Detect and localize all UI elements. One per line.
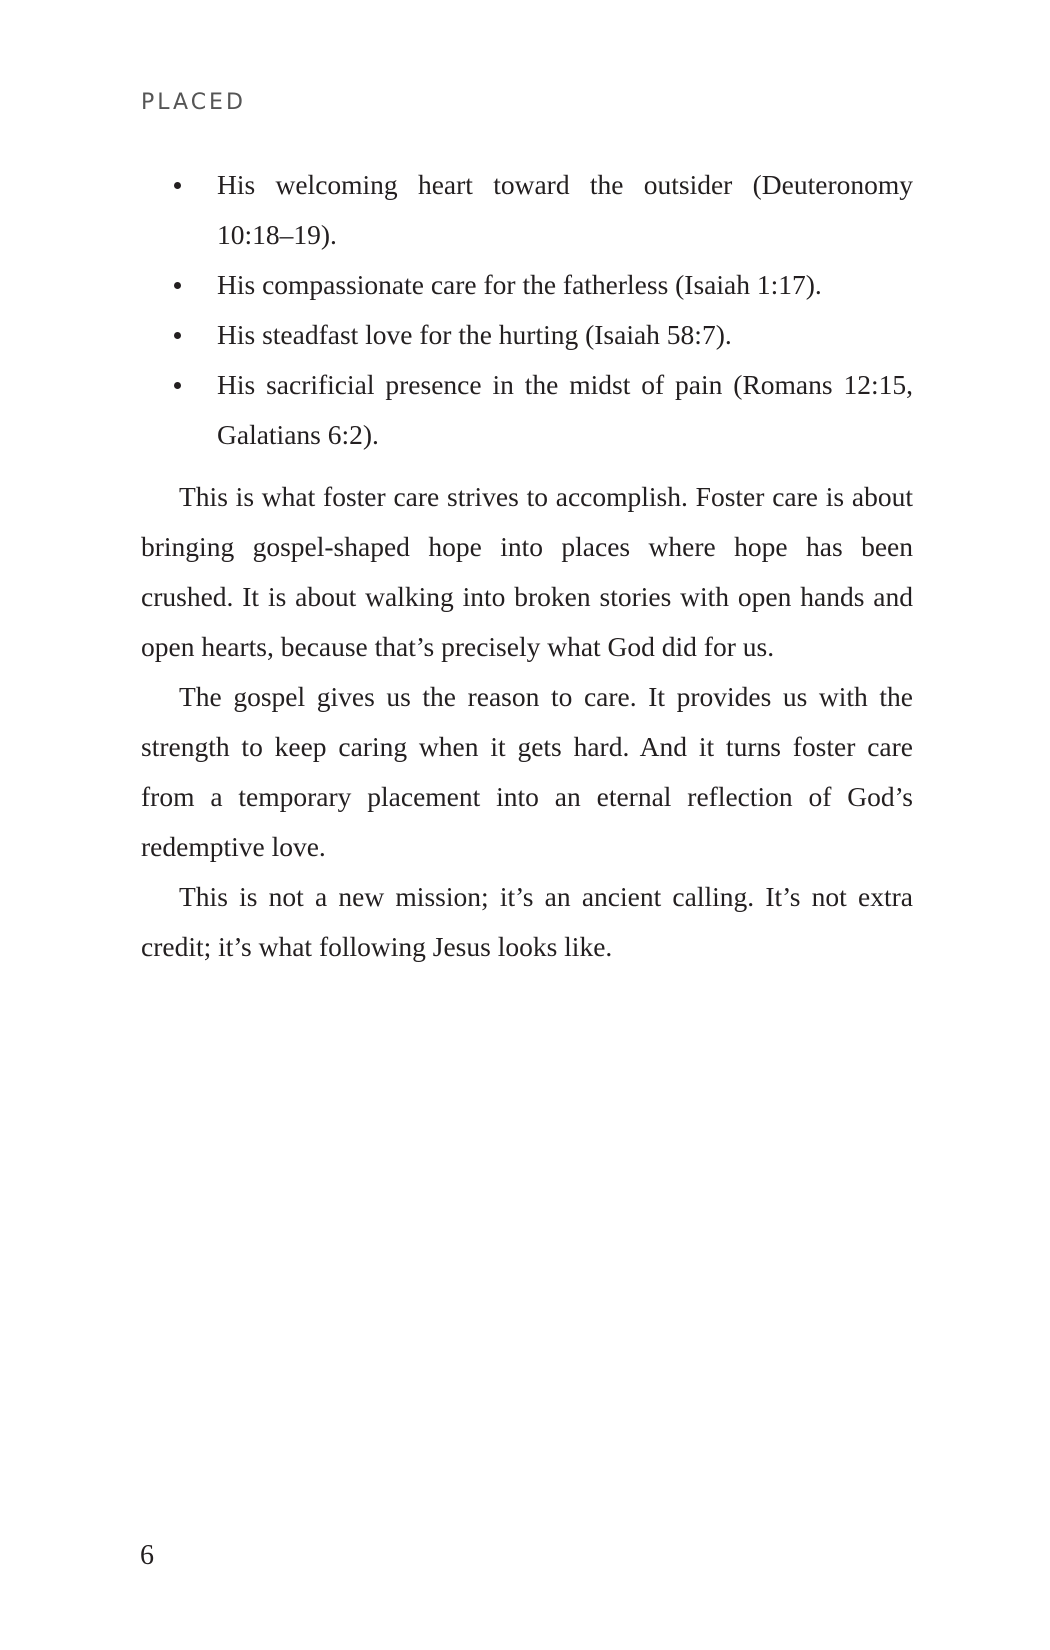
list-item-text: His sacrificial presence in the midst of pain (Romans 12:15, Galatians 6:2).	[217, 369, 913, 450]
bullet-icon	[174, 182, 181, 189]
bullet-icon	[174, 332, 181, 339]
list-item	[141, 360, 913, 460]
list-item	[141, 160, 913, 260]
bullet-icon	[174, 382, 181, 389]
body-text	[141, 160, 913, 972]
bullet-list	[141, 160, 913, 460]
paragraph: This is not a new mission; it’s an ancient calling. It’s not extra credit; it’s what following Jesus looks like.	[141, 881, 913, 962]
list-item-text: His compassionate care for the fatherless (Isaiah 1:17).	[217, 269, 822, 300]
list-item	[141, 310, 913, 360]
paragraph: This is what foster care strives to accomplish. Foster care is about bringing gospel-shaped hope into places where hope has been crushed. It is about walking into broken stories with open hands and open hearts, because that’s precisely what God did for us.	[141, 481, 913, 662]
paragraph: The gospel gives us the reason to care. It provides us with the strength to keep caring when it gets hard. And it turns foster care from a temporary placement into an eternal reflection of God’s redemptive love.	[141, 681, 913, 862]
list-item	[141, 260, 913, 310]
page-number: 6	[140, 1540, 154, 1571]
running-head: PLACED	[141, 90, 246, 115]
bullet-icon	[174, 282, 181, 289]
list-item-text: His welcoming heart toward the outsider (Deuteronomy 10:18–19).	[217, 169, 913, 250]
list-item-text: His steadfast love for the hurting (Isaiah 58:7).	[217, 319, 732, 350]
